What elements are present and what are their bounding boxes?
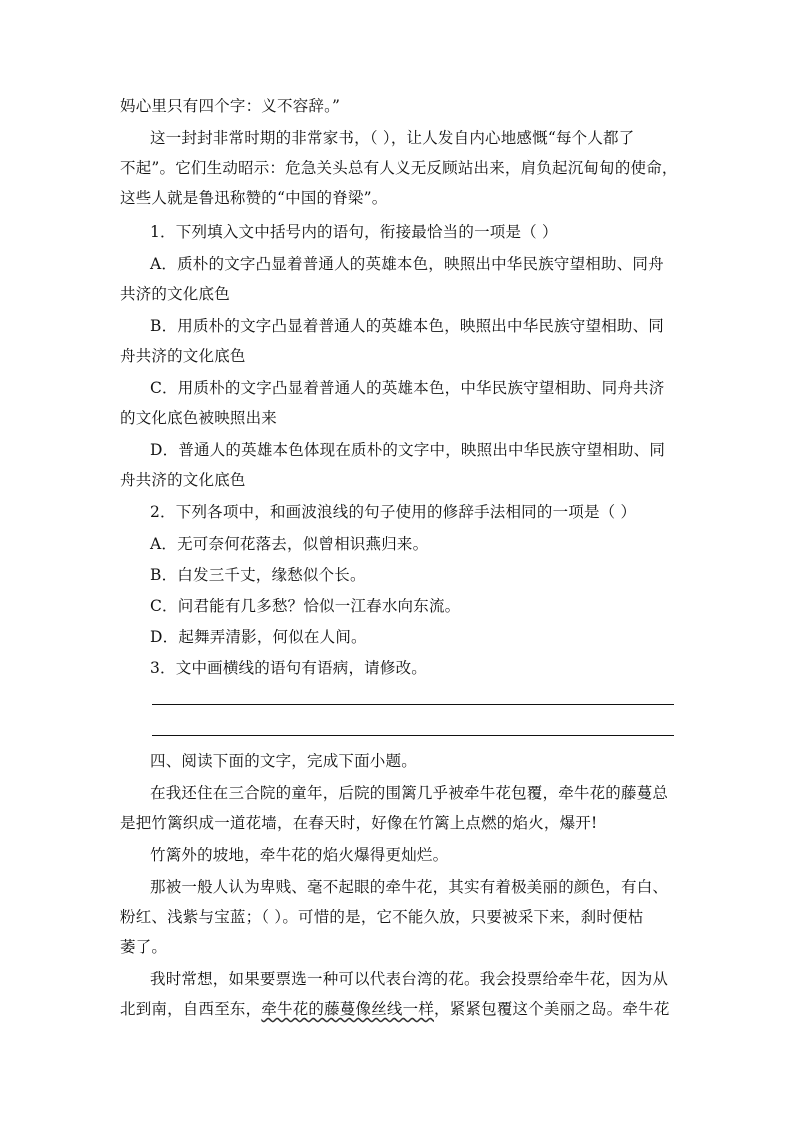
q1-option-c: C．用质朴的文字凸显着普通人的英雄本色，中华民族守望相助、同舟共济 [150, 379, 665, 397]
paragraph-line [120, 999, 670, 1019]
q1-option-a-cont: 共济的文化底色 [120, 285, 230, 303]
paragraph-line: 在我还住在三合院的童年，后院的围篱几乎被牵牛花包覆，牵牛花的藤蔓总 [150, 784, 669, 802]
q2-option-d: D．起舞弄清影，何似在人间。 [150, 628, 367, 646]
q1-option-b: B．用质朴的文字凸显着普通人的英雄本色，映照出中华民族守望相助、同 [150, 317, 664, 335]
paragraph-line: 是把竹篱织成一道花墙，在春天时，好像在竹篱上点燃的焰火，爆开! [120, 814, 598, 832]
section-heading: 四、阅读下面的文字，完成下面小题。 [150, 752, 417, 770]
text-segment: ，紧紧包覆这个美丽之岛。牵牛花 [434, 1000, 670, 1018]
question-3-stem: 3．文中画横线的语句有语病，请修改。 [150, 659, 427, 677]
paragraph-line: 我时常想，如果要票选一种可以代表台湾的花。我会投票给牵牛花，因为从 [150, 970, 669, 988]
passage-line: 妈心里只有四个字：义不容辞。” [120, 97, 341, 115]
passage-line: 不起”。它们生动昭示：危急关头总有人义无反顾站出来，肩负起沉甸甸的使命， [120, 159, 678, 177]
paragraph-line: 那被一般人认为卑贱、毫不起眼的牵牛花，其实有着极美丽的颜色，有白、 [150, 878, 669, 896]
answer-line[interactable] [152, 735, 674, 736]
passage-line: 这一封封非常时期的非常家书，（ ），让人发自内心地感慨“每个人都了 [150, 129, 635, 147]
text-segment: 北到南，自西至东， [120, 1000, 262, 1018]
paragraph-line: 萎了。 [120, 938, 168, 956]
question-2-stem: 2．下列各项中，和画波浪线的句子使用的修辞手法相同的一项是（ ） [150, 503, 637, 521]
paragraph-line: 竹篱外的坡地，牵牛花的焰火爆得更灿烂。 [150, 846, 449, 864]
question-1-stem: 1．下列填入文中括号内的语句，衔接最恰当的一项是（ ） [150, 223, 558, 241]
paragraph-line: 粉红、浅紫与宝蓝；（ ）。可惜的是，它不能久放，只要被采下来，刹时便枯 [120, 908, 644, 926]
passage-line: 这些人就是鲁迅称赞的“中国的脊梁”。 [120, 189, 388, 207]
q1-option-d-cont: 舟共济的文化底色 [120, 471, 246, 489]
q2-option-a: A．无可奈何花落去，似曾相识燕归来。 [150, 535, 429, 553]
answer-line[interactable] [152, 704, 674, 705]
q1-option-c-cont: 的文化底色被映照出来 [120, 409, 278, 427]
wavy-underlined-sentence: 牵牛花的藤蔓像丝线一样 [261, 1000, 435, 1018]
q1-option-b-cont: 舟共济的文化底色 [120, 347, 246, 365]
q2-option-c: C．问君能有几多愁？恰似一江春水向东流。 [150, 597, 461, 615]
q1-option-d: D．普通人的英雄本色体现在质朴的文字中，映照出中华民族守望相助、同 [150, 441, 666, 459]
q1-option-a: A．质朴的文字凸显着普通人的英雄本色，映照出中华民族守望相助、同舟 [150, 255, 664, 273]
q2-option-b: B．白发三千丈，缘愁似个长。 [150, 566, 366, 584]
